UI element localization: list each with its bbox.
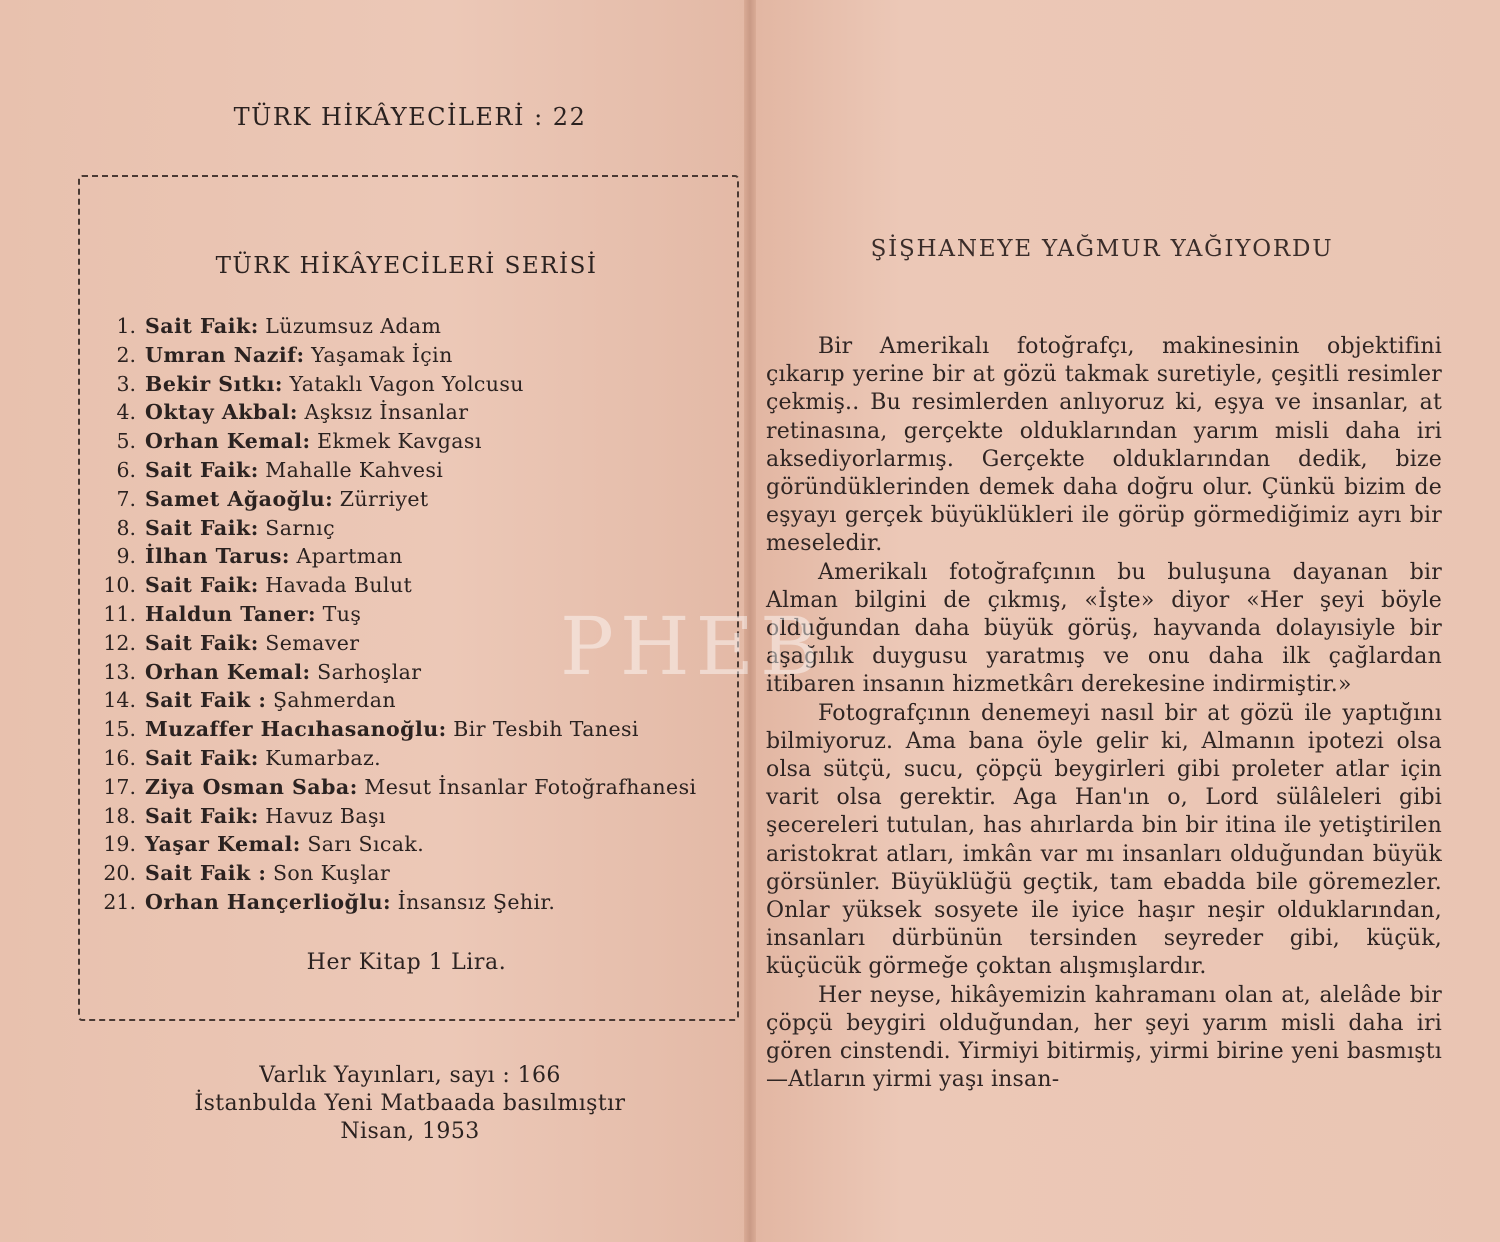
book-list-item	[96, 427, 736, 456]
book-list-item	[96, 888, 736, 917]
book-author: Bekir Sıtkı:	[145, 371, 283, 396]
book-title: Son Kuşlar	[272, 861, 391, 886]
book-number: 16.	[103, 745, 136, 770]
book-number: 8.	[116, 515, 136, 540]
book-list-item	[96, 514, 736, 543]
book-number: 10.	[103, 573, 136, 598]
book-list-item	[96, 542, 736, 571]
book-number: 19.	[103, 832, 136, 857]
book-number: 21.	[103, 889, 136, 914]
book-title: Mahalle Kahvesi	[265, 457, 444, 482]
book-author: Sait Faik:	[145, 457, 259, 482]
book-title: Zürriyet	[339, 486, 429, 511]
book-author: Orhan Kemal:	[145, 659, 311, 684]
price-note: Her Kitap 1 Lira.	[306, 950, 507, 975]
book-number: 13.	[103, 659, 136, 684]
story-body	[766, 333, 1442, 1094]
imprint-line: Varlık Yayınları, sayı : 166	[259, 1063, 561, 1088]
book-author: Sait Faik:	[145, 803, 259, 828]
book-list-item	[96, 571, 736, 600]
imprint	[100, 1062, 720, 1146]
book-author: Sait Faik:	[145, 745, 259, 770]
book-title: Sarhoşlar	[317, 659, 422, 684]
watermark: PHEB	[560, 600, 825, 693]
book-title: Tuş	[322, 601, 362, 626]
book-number: 12.	[103, 630, 136, 655]
book-list-item	[96, 773, 736, 802]
book-title: Yaşamak İçin	[311, 342, 453, 367]
book-title: Bir Tesbih Tanesi	[453, 717, 639, 742]
story-paragraph: Her neyse, hikâyemizin kahramanı olan at, alelâde bir çöpçü beygiri olduğundan, her şeyi yarım misli daha iri gören cinstendi. Yirmiyi bitirmiş, yirmi birine yeni basmıştı —Atların yirmi yaşı insan-	[766, 982, 1442, 1093]
book-title: Sarnıç	[265, 515, 336, 540]
book-title: Apartman	[296, 544, 403, 569]
book-number: 15.	[103, 717, 136, 742]
book-title: Sarı Sıcak.	[307, 832, 425, 857]
book-list-item	[96, 456, 736, 485]
book-author: Sait Faik:	[145, 515, 259, 540]
book-number: 18.	[103, 803, 136, 828]
book-author: İlhan Tarus:	[145, 544, 290, 569]
imprint-line: Nisan, 1953	[340, 1119, 480, 1144]
story-paragraph: Bir Amerikalı fotoğrafçı, makinesinin objektifini çıkarıp yerine bir at gözü takmak suretiyle, çeşitli resimler çekmiş.. Bu resimlerden anlıyoruz ki, eşya ve insanlar, at retinasına, gerçekte olduklarından yarım misli daha iri aksediyorlarmış. Gerçekte olduklarından dedik, bize göründüklerinden demek daha doğru olur. Çünkü bizim de eşyayı gerçek büyüklükleri ile görüp görmediğimiz ayrı bir meseledir.	[766, 334, 1442, 557]
book-number: 17.	[103, 774, 136, 799]
book-number: 7.	[116, 486, 136, 511]
book-number: 1.	[116, 314, 136, 338]
book-list-item	[96, 485, 736, 514]
book-title: Havuz Başı	[265, 803, 386, 828]
book-title: Havada Bulut	[265, 573, 413, 598]
book-title: Mesut İnsanlar Fotoğrafhanesi	[364, 774, 697, 799]
story-paragraph: Fotografçının denemeyi nasıl bir at gözü ile yaptığını bilmiyoruz. Ama bana öyle gelir ki, Almanın ipotezi olsa olsa sütçü, sucu, çöpçü beygirleri gibi proleter atlar için varit olsa gerektir. Aga Han'ın o, Lord sülâleleri gibi şecereleri tutulan, has ahırlarda bin bir itina ile yetiştirilen aristokrat atları, imkân var mı insanları olduğundan büyük görsünler. Büyüklüğü geçtik, tam ebadda bile göremezler. Onlar yüksek sosyete ile iyice haşır neşir olduklarından, insanları dürbünün tersinden seyreder gibi, küçük, küçücük görmeğe çoktan alışmışlardır.	[766, 700, 1442, 980]
book-author: Umran Nazif:	[145, 342, 305, 367]
book-list-item	[96, 370, 736, 399]
story-paragraph: Amerikalı fotoğrafçının bu buluşuna dayanan bir Alman bilgini de çıkmış, «İşte» diyor «Her şeyi böyle olduğundan daha büyük görüş, hayvanda dolayısiyle bir aşağılık duygusu yaratmış ve onu daha ilk çağlardan itibaren insanın hizmetkârı derekesine indirmiştir.»	[766, 559, 1442, 698]
book-author: Sait Faik:	[145, 314, 259, 338]
book-number: 3.	[116, 371, 136, 396]
book-title: İnsansız Şehir.	[397, 889, 556, 914]
book-list-item	[96, 859, 736, 888]
book-title: Yataklı Vagon Yolcusu	[289, 371, 524, 396]
book-title: Şahmerdan	[272, 688, 396, 713]
series-box-title: TÜRK HİKÂYECİLERİ SERİSİ	[215, 253, 598, 279]
book-author: Ziya Osman Saba:	[145, 774, 358, 799]
book-author: Sait Faik:	[145, 630, 259, 655]
book-author: Sait Faik:	[145, 573, 259, 598]
book-list-item	[96, 830, 736, 859]
book-number: 6.	[116, 457, 136, 482]
book-list-item	[96, 398, 736, 427]
book-author: Sait Faik :	[145, 688, 267, 713]
book-list-item	[96, 802, 736, 831]
book-number: 20.	[103, 861, 136, 886]
book-author: Haldun Taner:	[145, 601, 317, 626]
book-author: Orhan Kemal:	[145, 429, 311, 454]
book-number: 14.	[103, 688, 136, 713]
book-title: Lüzumsuz Adam	[265, 314, 442, 338]
series-header: TÜRK HİKÂYECİLERİ : 22	[233, 103, 587, 131]
book-list-item	[96, 744, 736, 773]
book-title: Kumarbaz.	[265, 745, 382, 770]
book-author: Sait Faik :	[145, 861, 267, 886]
imprint-line: İstanbulda Yeni Matbaada basılmıştır	[194, 1091, 626, 1116]
book-author: Muzaffer Hacıhasanoğlu:	[145, 717, 447, 742]
book-author: Yaşar Kemal:	[145, 832, 301, 857]
book-author: Oktay Akbal:	[145, 400, 298, 425]
book-number: 4.	[116, 400, 136, 425]
story-title: ŞİŞHANEYE YAĞMUR YAĞIYORDU	[870, 236, 1334, 262]
book-author: Samet Ağaoğlu:	[145, 486, 334, 511]
book-title: Ekmek Kavgası	[317, 429, 482, 454]
book-number: 5.	[116, 429, 136, 454]
book-list-item	[96, 312, 736, 341]
book-author: Orhan Hançerlioğlu:	[145, 889, 392, 914]
book-list-item	[96, 341, 736, 370]
book-title: Aşksız İnsanlar	[304, 400, 469, 425]
book-list-item	[96, 715, 736, 744]
book-number: 9.	[116, 544, 136, 569]
book-title: Semaver	[265, 630, 360, 655]
book-number: 11.	[103, 601, 136, 626]
book-number: 2.	[116, 342, 136, 367]
